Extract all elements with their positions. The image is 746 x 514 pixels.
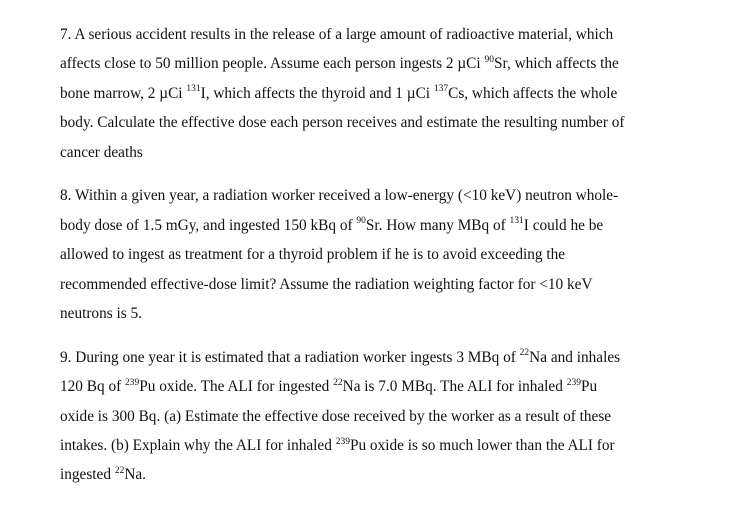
problem-line xyxy=(60,108,700,137)
text-segment: I could he be xyxy=(523,216,604,234)
text-segment: 8. Within a given year, a radiation worker received a low-energy (<10 keV) neutron whole- xyxy=(60,187,619,205)
problem-9 xyxy=(60,343,700,490)
problem-line xyxy=(60,211,700,240)
text-segment: Pu xyxy=(580,378,598,396)
text-segment: bone marrow, 2 µCi xyxy=(60,84,187,102)
text-segment: Cs, which affects the whole xyxy=(448,84,618,102)
problem-line xyxy=(60,270,700,299)
isotope-mass-number: 90 xyxy=(356,216,366,227)
isotope-mass-number: 90 xyxy=(484,54,494,65)
problem-line xyxy=(60,181,700,210)
text-segment: Pu oxide. The ALI for ingested xyxy=(139,378,334,396)
text-segment: recommended effective-dose limit? Assume the radiation weighting factor for <10 keV xyxy=(60,275,593,293)
text-segment: ingested xyxy=(60,466,115,484)
problem-line xyxy=(60,299,700,328)
isotope-mass-number: 131 xyxy=(186,84,201,95)
problem-line xyxy=(60,431,700,460)
problem-line xyxy=(60,79,700,108)
isotope-mass-number: 137 xyxy=(433,84,449,95)
text-segment: Sr, which affects the xyxy=(493,55,619,73)
isotope-mass-number: 239 xyxy=(566,377,581,388)
isotope-mass-number: 22 xyxy=(114,465,125,476)
problem-line xyxy=(60,138,700,167)
problem-line xyxy=(60,343,700,372)
text-segment: Sr. How many MBq of xyxy=(365,216,510,234)
text-segment: Na. xyxy=(124,466,146,484)
text-segment: oxide is 300 Bq. (a) Estimate the effective dose received by the worker as a result of these xyxy=(60,407,612,425)
text-segment: body. Calculate the effective dose each person receives and estimate the resulting number of xyxy=(60,114,625,132)
text-segment: affects close to 50 million people. Assume each person ingests 2 µCi xyxy=(60,55,485,73)
text-segment: 9. During one year it is estimated that a radiation worker ingests 3 MBq of xyxy=(60,348,520,366)
text-segment: neutrons is 5. xyxy=(60,305,143,323)
text-segment: I, which affects the thyroid and 1 µCi xyxy=(200,84,434,102)
text-segment: 7. A serious accident results in the release of a large amount of radioactive material, which xyxy=(60,26,614,43)
problem-line xyxy=(60,49,700,78)
problem-line xyxy=(60,402,700,431)
text-segment: Na and inhales xyxy=(529,348,621,366)
problem-line xyxy=(60,460,700,489)
isotope-mass-number: 22 xyxy=(333,377,343,388)
problem-page xyxy=(60,20,700,490)
text-segment: Pu oxide is so much lower than the ALI for xyxy=(349,437,615,455)
isotope-mass-number: 22 xyxy=(519,348,530,359)
problem-8 xyxy=(60,181,700,328)
text-segment: Na is 7.0 MBq. The ALI for inhaled xyxy=(342,378,567,396)
problem-line xyxy=(60,372,700,401)
problem-line xyxy=(60,240,700,269)
isotope-mass-number: 131 xyxy=(509,216,524,227)
isotope-mass-number: 239 xyxy=(125,377,140,388)
problem-line xyxy=(60,20,700,49)
text-segment: body dose of 1.5 mGy, and ingested 150 kBq of xyxy=(60,216,357,234)
text-segment: allowed to ingest as treatment for a thyroid problem if he is to avoid exceeding the xyxy=(60,246,566,264)
isotope-mass-number: 239 xyxy=(335,436,350,447)
text-segment: intakes. (b) Explain why the ALI for inhaled xyxy=(60,437,336,455)
problem-7 xyxy=(60,20,700,167)
text-segment: 120 Bq of xyxy=(60,378,126,396)
text-segment: cancer deaths xyxy=(60,143,143,161)
